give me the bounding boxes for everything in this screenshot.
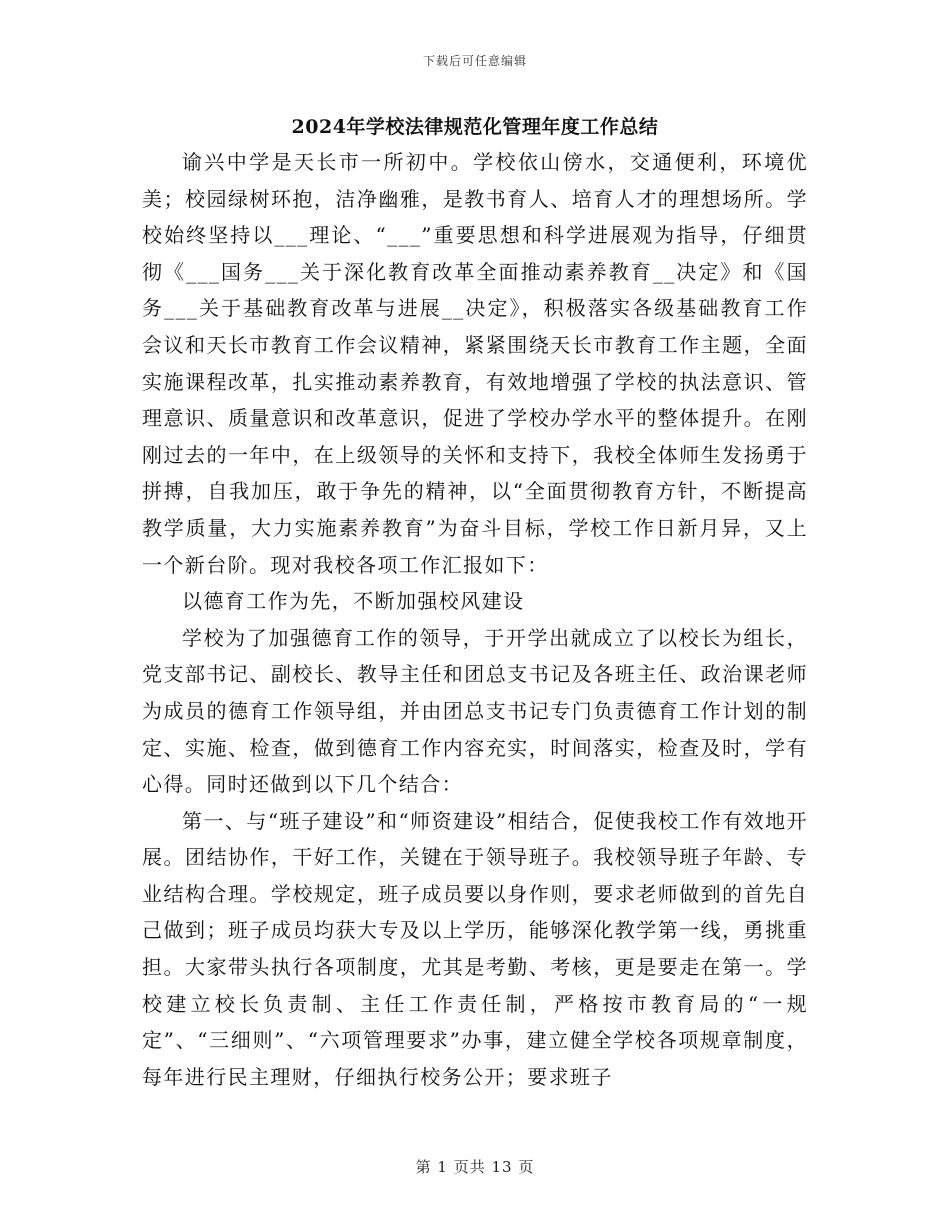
paragraph-leadership: 第一、与“班子建设”和“师资建设”相结合，促使我校工作有效地开展。团结协作，干好工作，关键在于领导班子。我校领导班子年龄、专业结构合理。学校规定，班子成员要以身作则，要求老师做到的首先自己做到；班子成员均获大专及以上学历，能够深化教学第一线，勇挑重担。大家带头执行各项制度，尤其是考勤、考核，更是要走在第一。学校建立校长负责制、主任工作责任制，严格按市教育局的“一规定”、“三细则”、“六项管理要求”办事，建立健全学校各项规章制度，每年进行民主理财，仔细执行校务公开；要求班子 xyxy=(142,808,808,1089)
paragraph-moral-education: 学校为了加强德育工作的领导，于开学出就成立了以校长为组长，党支部书记、副校长、教导主任和团总支书记及各班主任、政治课老师为成员的德育工作领导组，并由团总支书记专门负责德育工作计划的制定、实施、检查，做到德育工作内容充实，时间落实，检查及时，学有心得。同时还做到以下几个结合： xyxy=(142,625,808,797)
page-indicator: 第 1 页共 13 页 xyxy=(415,1158,535,1176)
paragraph-section-heading: 以德育工作为先，不断加强校风建设 xyxy=(182,589,525,614)
header-note: 下载后可任意编辑 xyxy=(422,54,527,68)
document-body xyxy=(142,144,808,1095)
document-title: 2024年学校法律规范化管理年度工作总结 xyxy=(291,116,659,138)
paragraph-intro: 谕兴中学是天长市一所初中。学校依山傍水，交通便利，环境优美；校园绿树环抱，洁净幽雅，是教书育人、培育人才的理想场所。学校始终坚持以___理论、“___”重要思想和科学进展观为指导，仔细贯彻《___国务___关于深化教育改革全面推动素养教育__决定》和《国务___关于基础教育改革与进展__决定》，积极落实各级基础教育工作会议和天长市教育工作会议精神，紧紧围绕天长市教育工作主题，全面实施课程改革，扎实推动素养教育，有效地增强了学校的执法意识、管理意识、质量意识和改革意识，促进了学校办学水平的整体提升。在刚刚过去的一年中，在上级领导的关怀和支持下，我校全体师生发扬勇于拼搏，自我加压，敢于争先的精神，以“全面贯彻教育方针，不断提高教学质量，大力实施素养教育”为奋斗目标，学校工作日新月异，又上一个新台阶。现对我校各项工作汇报如下： xyxy=(142,150,808,577)
